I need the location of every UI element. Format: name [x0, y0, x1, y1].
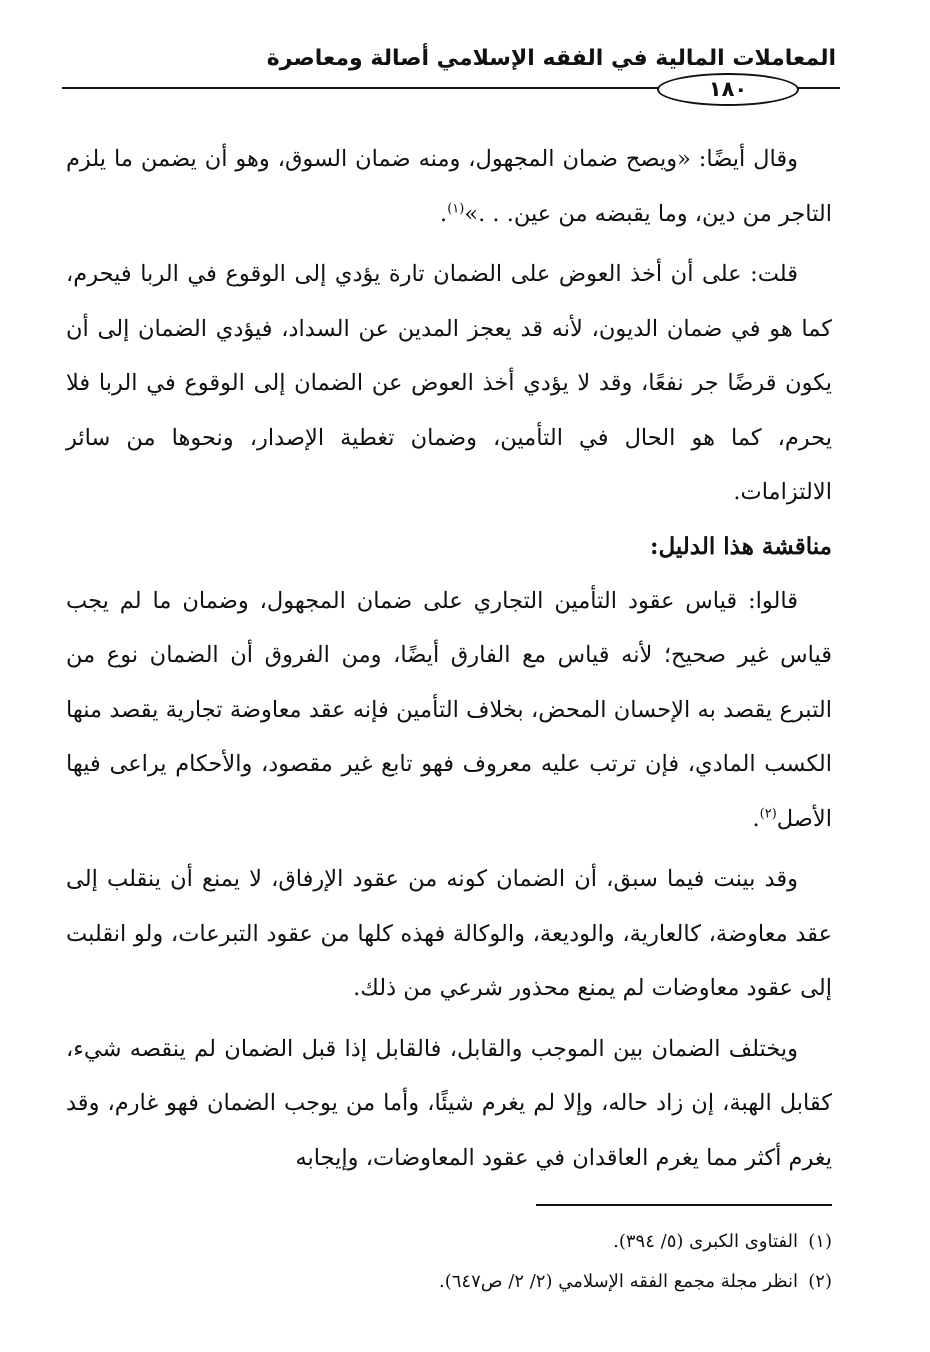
page-number: ١٨٠ — [657, 73, 799, 106]
paragraph — [66, 574, 832, 847]
footnote-ref: (١) — [447, 201, 465, 216]
footnote-ref: (٢) — [759, 806, 777, 821]
footnotes — [132, 1222, 832, 1302]
paragraph: قلت: على أن أخذ العوض على الضمان تارة يؤدي إلى الوقوع في الربا فيحرم، كما هو في ضمان الديون، لأنه قد يعجز المدين عن السداد، فيؤدي الضمان إلى أن يكون قرضًا جر نفعًا، وقد لا يؤدي أخذ العوض عن الضمان إلى الوقوع في الربا فلا يحرم، كما هو الحال في التأمين، وضمان تغطية الإصدار، ونحوها من سائر الالتزامات. — [66, 261, 832, 505]
paragraph — [66, 132, 832, 241]
footnote — [132, 1262, 832, 1302]
paragraph-text: قالوا: قياس عقود التأمين التجاري على ضمان المجهول، وضمان ما لم يجب قياس غير صحيح؛ لأنه قياس مع الفارق أيضًا، ومن الفروق أن الضمان نوع من التبرع يقصد به الإحسان المحض، بخلاف التأمين فإنه عقد معاوضة تجارية يقصد منها الكسب المادي، فإن ترتب عليه معروف فهو تابع غير مقصود، والأحكام يراعى فيها الأصل — [66, 587, 832, 832]
paragraph: وقد بينت فيما سبق، أن الضمان كونه من عقود الإرفاق، لا يمنع أن ينقلب إلى عقد معاوضة، كالعارية، والوديعة، والوكالة فهذه كلها من عقود التبرعات، ولو انقلبت إلى عقود معاوضات لم يمنع محذور شرعي من ذلك. — [66, 866, 832, 1001]
section-heading: مناقشة هذا الدليل: — [649, 532, 832, 560]
footnote-text: الفتاوى الكبرى (٥/ ٣٩٤). — [613, 1231, 798, 1252]
footnote-number: (٢) — [808, 1271, 832, 1292]
paragraph: ويختلف الضمان بين الموجب والقابل، فالقابل إذا قبل الضمان لم ينقصه شيء، كقابل الهبة، إن زاد حاله، وإلا لم يغرم شيئًا، وأما من يوجب الضمان فهو غارم، وقد يغرم أكثر مما يغرم العاقدان في عقود المعاوضات، وإيجابه — [66, 1035, 832, 1171]
paragraph-end: . — [752, 805, 760, 832]
main-text — [66, 132, 832, 1185]
footnote — [132, 1222, 832, 1262]
book-title: المعاملات المالية في الفقه الإسلامي أصالة ومعاصرة — [266, 46, 836, 71]
footnote-text: انظر مجلة مجمع الفقه الإسلامي (٢/ ٢/ ص٦٤٧). — [438, 1271, 798, 1292]
paragraph-end: . — [440, 200, 448, 227]
footnote-separator — [536, 1204, 832, 1206]
paragraph-text: وقال أيضًا: «ويصح ضمان المجهول، ومنه ضمان السوق، وهو أن يضمن ما يلزم التاجر من دين، وما يقبضه من عين. . .» — [66, 146, 832, 227]
footnote-number: (١) — [808, 1231, 832, 1252]
running-header — [62, 44, 840, 134]
